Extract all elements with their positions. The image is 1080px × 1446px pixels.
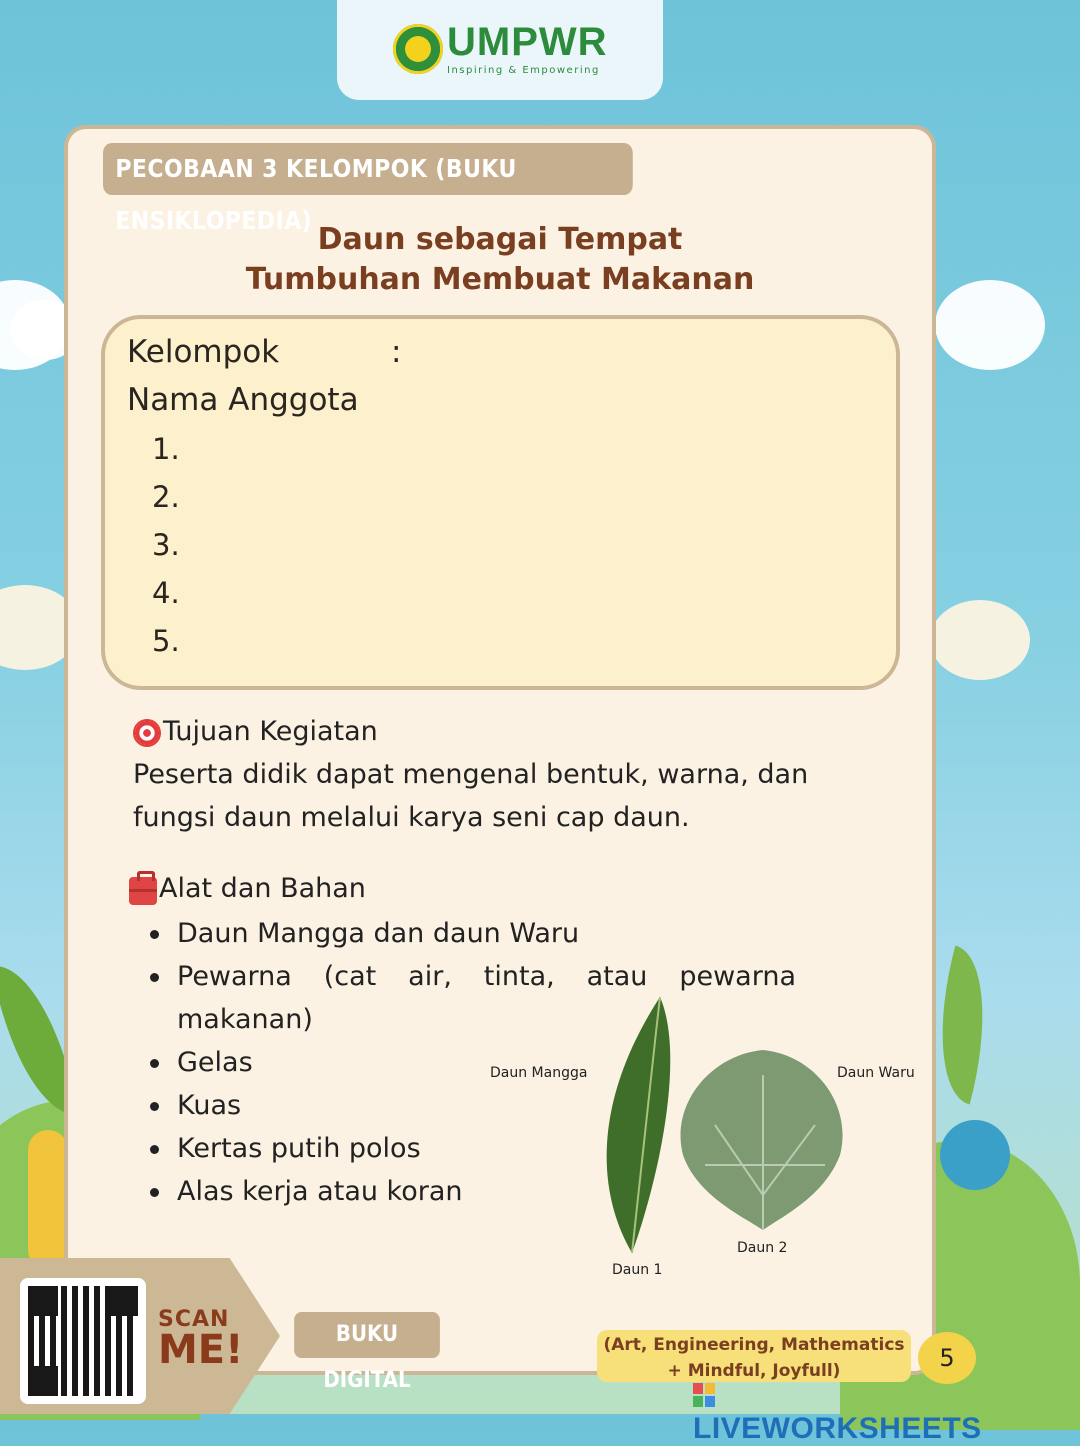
logo-container: [337, 0, 663, 100]
list-item: Pewarna (cat air, tinta, atau pewarna makanan): [130, 955, 796, 1041]
group-colon: :: [391, 334, 402, 370]
leaf-caption-2: Daun 2: [737, 1240, 788, 1256]
steam-tagline: [597, 1330, 911, 1382]
waru-leaf-label: Daun Waru: [837, 1065, 915, 1081]
member-number-4: 4.: [152, 576, 180, 610]
list-item: Daun Mangga dan daun Waru: [130, 912, 850, 955]
group-form-box: [101, 315, 900, 690]
group-label: Kelompok: [127, 334, 280, 370]
watermark-text: LIVEWORKSHEETS: [693, 1412, 982, 1445]
liveworksheets-logo-icon: [693, 1383, 715, 1407]
mango-leaf-label: Daun Mangga: [490, 1065, 588, 1081]
steam-tagline-line1: (Art, Engineering, Mathematics: [603, 1335, 905, 1355]
scan-text: SCAN: [158, 1307, 230, 1332]
mango-leaf-image: [590, 995, 680, 1260]
university-seal-icon: [393, 24, 443, 74]
list-item: Alas kerja atau koran: [130, 1170, 850, 1213]
list-item: Kertas putih polos: [130, 1127, 850, 1170]
page-title-line1: Daun sebagai Tempat: [317, 222, 683, 257]
leaf-caption-1: Daun 1: [612, 1262, 663, 1278]
target-icon: [133, 719, 161, 747]
materials-heading: Alat dan Bahan: [159, 873, 366, 904]
member-number-3: 3.: [152, 528, 180, 562]
goal-text-line2: fungsi daun melalui karya seni cap daun.: [133, 802, 690, 833]
experiment-label: PECOBAAN 3 KELOMPOK (BUKU ENSIKLOPEDIA): [103, 143, 633, 195]
liveworksheets-watermark: [693, 1378, 1000, 1445]
logo-wordmark: UMPWR: [447, 20, 608, 64]
scan-me-text: [158, 1307, 244, 1373]
steam-tagline-line2: + Mindful, Joyfull): [667, 1361, 841, 1381]
waru-leaf-image: [675, 1045, 850, 1235]
page-title-line2: Tumbuhan Membuat Makanan: [245, 262, 755, 297]
qr-code[interactable]: [20, 1278, 146, 1404]
member-number-5: 5.: [152, 624, 180, 658]
members-label: Nama Anggota: [127, 382, 359, 418]
goal-heading: Tujuan Kegiatan: [163, 716, 378, 747]
toolbox-icon: [129, 877, 157, 905]
member-number-1: 1.: [152, 432, 180, 466]
qr-code-icon: [28, 1286, 138, 1396]
page-number: 5: [918, 1332, 976, 1384]
logo-tagline: Inspiring & Empowering: [447, 65, 600, 76]
goal-text-line1: Peserta didik dapat mengenal bentuk, warna, dan: [133, 759, 809, 790]
list-item: Kuas: [130, 1084, 850, 1127]
me-text: ME!: [158, 1327, 244, 1373]
digital-book-button[interactable]: BUKU DIGITAL: [294, 1312, 440, 1358]
list-item: Gelas: [130, 1041, 850, 1084]
member-number-2: 2.: [152, 480, 180, 514]
